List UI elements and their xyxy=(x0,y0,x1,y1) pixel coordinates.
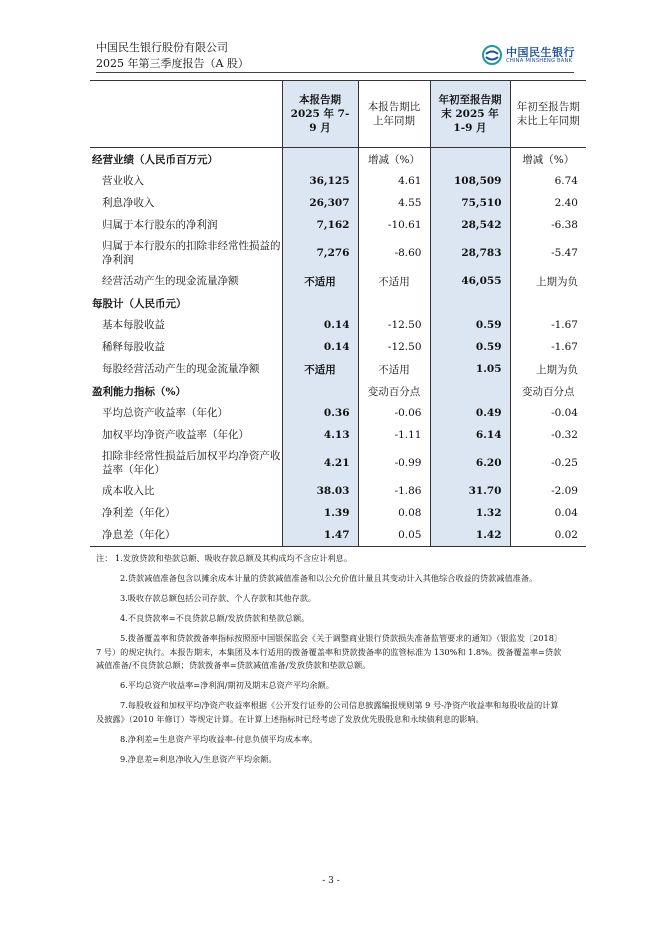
note-item: 5.拨备覆盖率和贷款拨备率指标按照原中国银保监会《关于调整商业银行贷款损失准备监管要求的通知》（银监发〔2018〕7 号）的规定执行。本报告期末，本集团及本行适用的拨备覆盖率和贷款拨备率的监管标准为 130%和 1.8%。拨备覆盖率=贷款减值准备/不良贷款总额；贷款拨备率=贷款减值准备/发放贷款和垫款总额。 xyxy=(96,633,563,670)
table-row xyxy=(90,424,586,446)
cell-current-yoy: -12.50 xyxy=(387,341,422,353)
cell-ytd-yoy: -2.09 xyxy=(551,485,578,497)
cell-ytd: 1.32 xyxy=(430,502,510,524)
row-label: 加权平均净资产收益率（年化） xyxy=(102,429,249,441)
header-current-yoy: 本报告期比上年同期 xyxy=(358,81,430,148)
table-row xyxy=(90,192,586,214)
section-row xyxy=(90,292,586,314)
cell-current: 26,307 xyxy=(282,192,358,214)
section-title: 每股计（人民币元） xyxy=(92,297,187,310)
cell-ytd: 1.05 xyxy=(430,358,510,380)
section-row xyxy=(90,148,586,171)
cell-ytd-yoy: -6.38 xyxy=(551,219,578,231)
document-header xyxy=(96,40,249,72)
cell-current: 1.47 xyxy=(282,524,358,547)
header-blank xyxy=(90,81,282,148)
cell-current-yoy: 4.61 xyxy=(398,175,422,187)
cell-current: 0.14 xyxy=(282,336,358,358)
cell-current: 38.03 xyxy=(282,480,358,502)
cell-current-yoy: -1.11 xyxy=(394,429,422,441)
note-item: 8.净利差=生息资产平均收益率-付息负债平均成本率。 xyxy=(120,733,318,744)
table-header-row xyxy=(90,81,586,148)
cell-ytd: 31.70 xyxy=(430,480,510,502)
cell-ytd: 46,055 xyxy=(430,270,510,292)
row-label: 营业收入 xyxy=(102,175,144,187)
note-item: 3.吸收存款总额包括公司存款、个人存款和其他存款。 xyxy=(120,593,317,603)
table-row xyxy=(90,236,586,270)
cell-ytd: 0.59 xyxy=(430,336,510,358)
cell-current-yoy: -0.99 xyxy=(394,457,422,469)
logo-chinese-name: 中国民生银行 xyxy=(506,46,575,59)
table-notes xyxy=(96,552,566,773)
table-row xyxy=(90,524,586,547)
table-row xyxy=(90,214,586,236)
cell-current-yoy: -0.06 xyxy=(394,407,422,419)
cell-current: 不适用 xyxy=(282,270,358,292)
table-row xyxy=(90,270,586,292)
note-item: 注： 1.发放贷款和垫款总额、吸收存款总额及其构成均不含应计利息。 xyxy=(96,553,353,563)
cell-current-yoy: -1.86 xyxy=(394,485,422,497)
unit-label: 变动百分点 xyxy=(522,385,575,398)
note-item: 9.净息差=利息净收入/生息资产平均余额。 xyxy=(120,753,277,764)
table-row xyxy=(90,402,586,424)
cell-current-yoy: -12.50 xyxy=(387,319,422,331)
cell-current-yoy: 不适用 xyxy=(378,275,410,288)
cell-current: 4.21 xyxy=(282,446,358,480)
table-row xyxy=(90,446,586,480)
report-title: 2025 年第三季度报告（A 股） xyxy=(96,57,249,70)
cell-ytd-yoy: 上期为负 xyxy=(536,363,578,376)
header-current-period: 本报告期 2025 年 7-9 月 xyxy=(282,81,358,148)
row-label: 净息差（年化） xyxy=(90,524,282,547)
header-ytd-yoy: 年初至报告期末比上年同期 xyxy=(510,81,586,148)
page-number: - 3 - xyxy=(322,876,340,886)
cell-current-yoy: 0.08 xyxy=(398,507,422,519)
table-row xyxy=(90,480,586,502)
row-label: 扣除非经常性损益后加权平均净资产收益率（年化） xyxy=(102,450,281,476)
company-name: 中国民生银行股份有限公司 xyxy=(96,41,228,54)
cell-current-yoy: -10.61 xyxy=(387,219,422,231)
unit-label: 增减（%） xyxy=(368,153,420,166)
table-row xyxy=(90,502,586,524)
section-row xyxy=(90,380,586,402)
cell-current: 7,276 xyxy=(282,236,358,270)
cell-ytd: 75,510 xyxy=(430,192,510,214)
row-label: 成本收入比 xyxy=(102,485,155,497)
bank-logo-icon xyxy=(482,45,502,65)
cell-ytd: 28,542 xyxy=(430,214,510,236)
row-label: 利息净收入 xyxy=(102,197,155,209)
cell-current-yoy: -8.60 xyxy=(394,247,422,259)
header-ytd: 年初至报告期末 2025 年 1-9 月 xyxy=(430,81,510,148)
section-title: 经营业绩（人民币百万元） xyxy=(92,153,218,166)
cell-ytd: 1.42 xyxy=(430,524,510,547)
cell-ytd: 108,509 xyxy=(430,170,510,192)
cell-current-yoy: 不适用 xyxy=(378,363,410,376)
cell-ytd-yoy: 2.40 xyxy=(554,197,578,209)
table-row xyxy=(90,170,586,192)
note-item: 7.每股收益和加权平均净资产收益率根据《公开发行证券的公司信息披露编报规则第 9 号-净资产收益率和每股收益的计算及披露》（2010 年修订）等规定计算。在计算上述指标时已经考虑了发放优先股股息和永续债利息的影响。 xyxy=(96,700,559,724)
note-item: 6.平均总资产收益率=净利润/期初及期末总资产平均余额。 xyxy=(120,680,334,690)
logo-english-name: CHINA MINSHENG BANK xyxy=(506,58,573,64)
row-label: 净利差（年化） xyxy=(102,507,176,519)
cell-current: 4.13 xyxy=(282,424,358,446)
cell-ytd-yoy: -1.67 xyxy=(551,341,578,353)
cell-ytd-yoy: 6.74 xyxy=(554,175,578,187)
cell-ytd: 6.14 xyxy=(430,424,510,446)
cell-ytd-yoy: 上期为负 xyxy=(536,275,578,288)
cell-ytd-yoy: -0.04 xyxy=(551,407,578,419)
cell-current: 36,125 xyxy=(282,170,358,192)
row-label: 归属于本行股东的扣除非经常性损益的净利润 xyxy=(102,240,281,266)
cell-current-yoy: 4.55 xyxy=(398,197,422,209)
bank-logo xyxy=(482,44,594,68)
table-row xyxy=(90,336,586,358)
cell-ytd: 0.59 xyxy=(430,314,510,336)
cell-ytd-yoy: 0.04 xyxy=(554,507,578,519)
cell-current: 1.39 xyxy=(282,502,358,524)
row-label: 平均总资产收益率（年化） xyxy=(102,407,228,419)
table-row xyxy=(90,358,586,380)
cell-current-yoy: 0.05 xyxy=(358,524,430,547)
cell-ytd: 0.49 xyxy=(430,402,510,424)
financial-indicators-table xyxy=(90,80,586,547)
section-title: 盈利能力指标（%） xyxy=(92,385,186,398)
row-label: 归属于本行股东的净利润 xyxy=(102,219,218,231)
cell-ytd-yoy: -0.32 xyxy=(551,429,578,441)
note-item: 4.不良贷款率=不良贷款总额/发放贷款和垫款总额。 xyxy=(120,613,310,623)
cell-current: 7,162 xyxy=(282,214,358,236)
row-label: 稀释每股收益 xyxy=(102,341,165,353)
header-divider xyxy=(96,72,574,73)
cell-current: 0.14 xyxy=(282,314,358,336)
row-label: 基本每股收益 xyxy=(102,319,165,331)
cell-ytd-yoy: -0.25 xyxy=(551,457,578,469)
cell-ytd-yoy: 0.02 xyxy=(510,524,586,547)
unit-label: 增减（%） xyxy=(522,153,575,166)
table-row xyxy=(90,314,586,336)
row-label: 经营活动产生的现金流量净额 xyxy=(102,275,239,287)
cell-ytd-yoy: -1.67 xyxy=(551,319,578,331)
row-label: 每股经营活动产生的现金流量净额 xyxy=(102,363,260,375)
cell-ytd: 28,783 xyxy=(430,236,510,270)
cell-current: 不适用 xyxy=(282,358,358,380)
unit-label: 变动百分点 xyxy=(367,385,421,398)
cell-ytd-yoy: -5.47 xyxy=(551,247,578,259)
cell-ytd: 6.20 xyxy=(430,446,510,480)
note-item: 2.贷款减值准备包含以摊余成本计量的贷款减值准备和以公允价值计量且其变动计入其他综合收益的贷款减值准备。 xyxy=(120,573,538,583)
cell-current: 0.36 xyxy=(282,402,358,424)
